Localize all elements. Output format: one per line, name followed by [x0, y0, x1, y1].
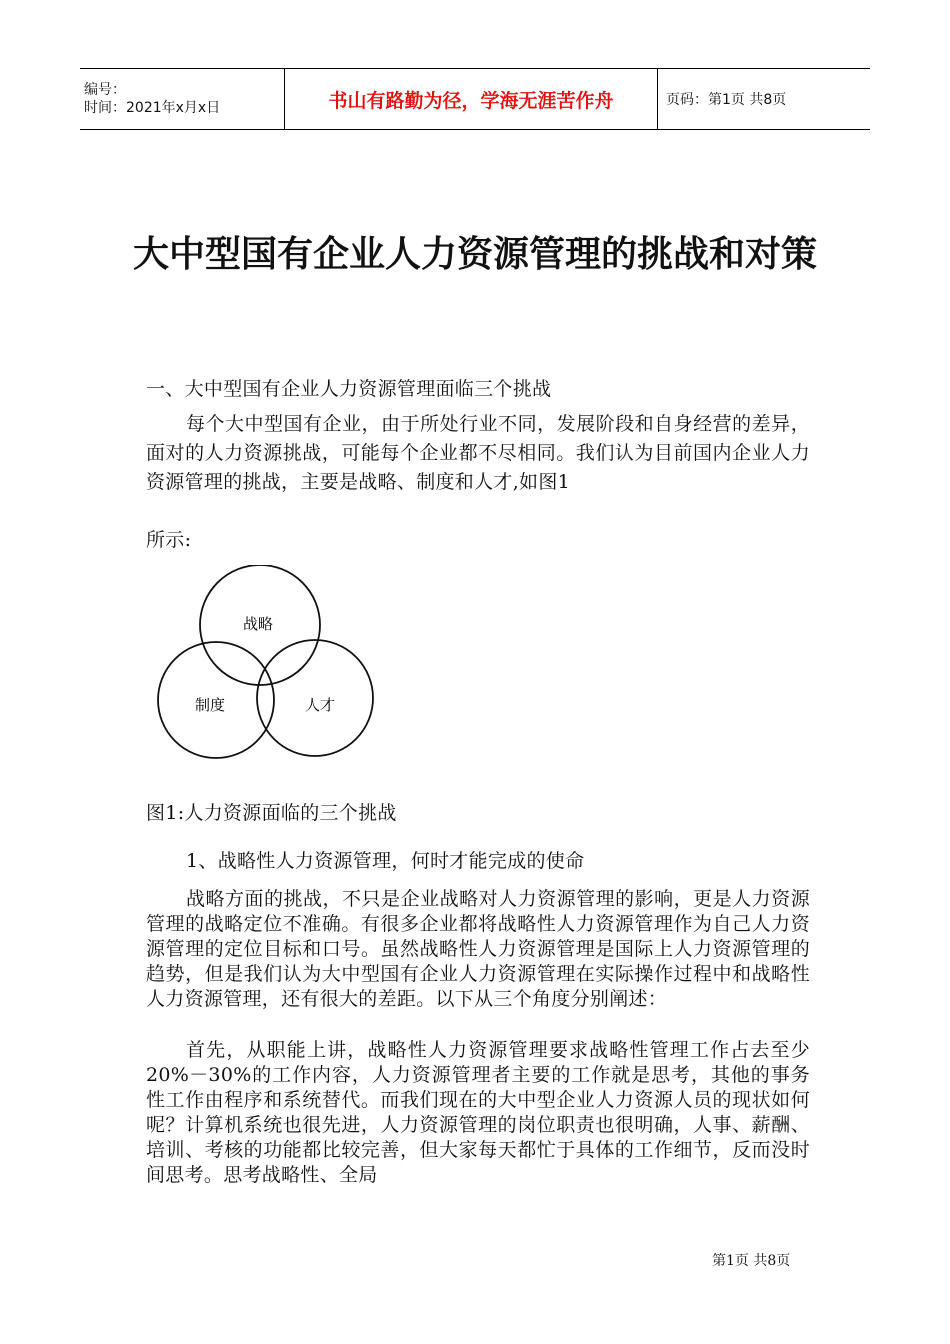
header-page-info: [658, 69, 870, 129]
page-info-text: 页码：第1页 共8页: [666, 92, 787, 108]
document-title: 大中型国有企业人力资源管理的挑战和对策: [132, 234, 817, 275]
time-label: 时间：2021年x月x日: [84, 100, 221, 116]
number-label: 编号：: [84, 82, 126, 98]
document-header: [80, 68, 870, 130]
header-meta: [80, 69, 284, 129]
venn-diagram: [150, 565, 390, 765]
motto-text: 书山有路勤为径，学海无涯苦作舟: [328, 89, 614, 112]
header-motto: [284, 69, 658, 129]
paragraph-3: 首先，从职能上讲，战略性人力资源管理要求战略性管理工作占去至少20%－30%的工作内容，人力资源管理者主要的工作就是思考，其他的事务性工作由程序和系统替代。而我们现在的大中型企业人力资源人员的现状如何呢？计算机系统也很先进，人力资源管理的岗位职责也很明确，人事、薪酬、培训、考核的功能都比较完善，但大家每天都忙于具体的工作细节，反而没时间思考。思考战略性、全局: [146, 1039, 810, 1186]
paragraph-2: 战略方面的挑战，不只是企业战略对人力资源管理的影响，更是人力资源管理的战略定位不准确。有很多企业都将战略性人力资源管理作为自己人力资源管理的定位目标和口号。虽然战略性人力资源管理是国际上人力资源管理的趋势，但是我们认为大中型国有企业人力资源管理在实际操作过程中和战略性人力资源管理，还有很大的差距。以下从三个角度分别阐述：: [146, 888, 810, 1010]
label-strategy: 战略: [242, 615, 274, 633]
label-system: 制度: [194, 696, 226, 714]
label-talent: 人才: [304, 696, 336, 714]
page-footer: 第1页 共8页: [712, 1253, 791, 1269]
subheading-1: 1、战略性人力资源管理，何时才能完成的使命: [186, 850, 585, 872]
paragraph-1-tail: 所示:: [146, 529, 192, 551]
paragraph-1: 每个大中型国有企业，由于所处行业不同，发展阶段和自身经营的差异，面对的人力资源挑战，可能每个企业都不尽相同。我们认为目前国内企业人力资源管理的挑战，主要是战略、制度和人才,如图1: [146, 413, 810, 493]
figure-caption: 图1:人力资源面临的三个挑战: [146, 802, 397, 824]
section-heading: 一、大中型国有企业人力资源管理面临三个挑战: [146, 378, 552, 400]
